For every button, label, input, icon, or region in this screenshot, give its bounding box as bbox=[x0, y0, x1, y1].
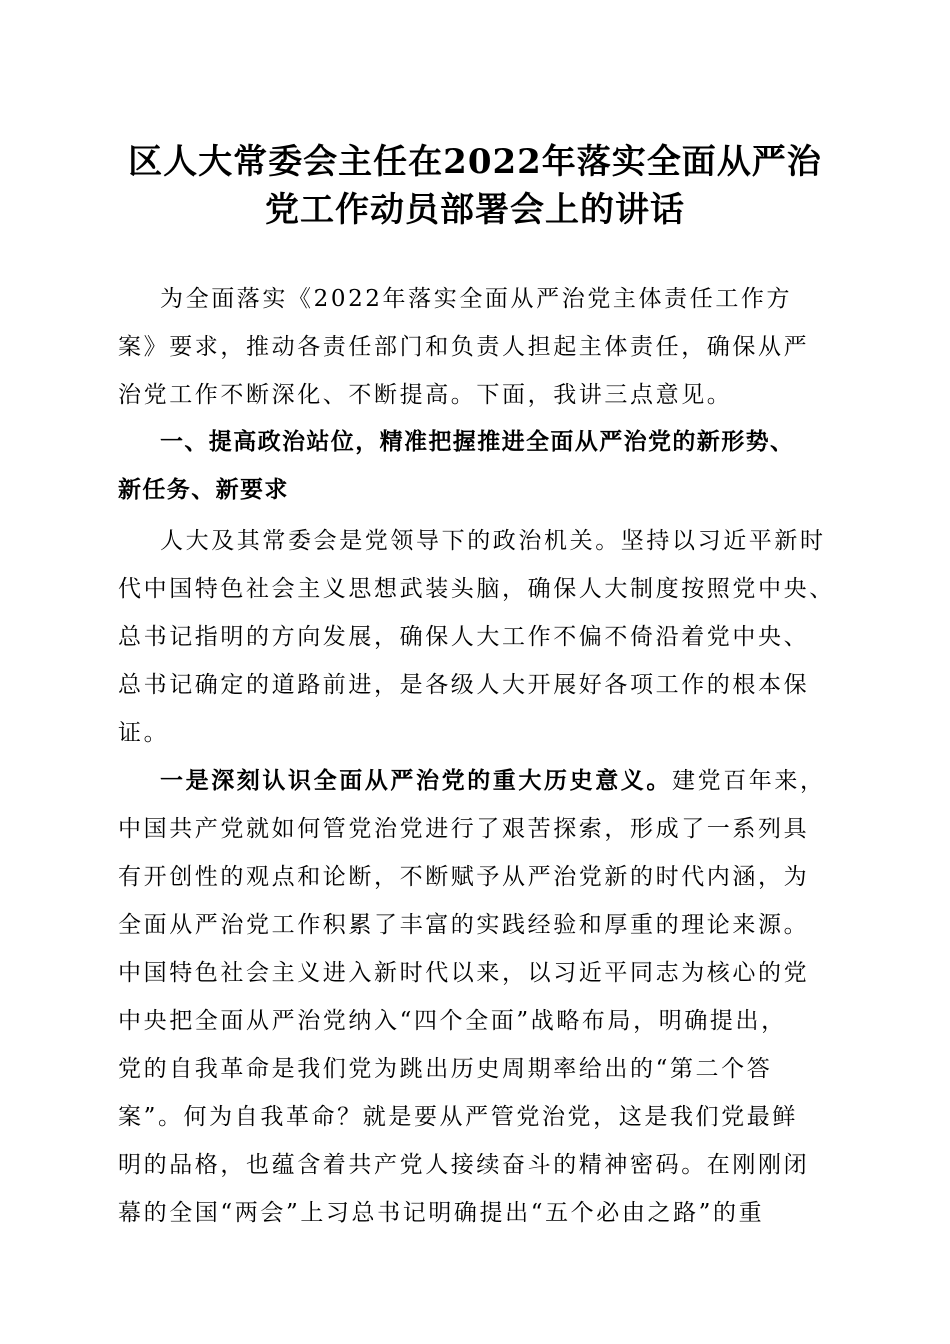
paragraph-1-line-1: 人大及其常委会是党领导下的政治机关。坚持以习近平新时 bbox=[160, 528, 826, 554]
paragraph-2-line-8: 案”。何为自我革命？就是要从严管党治党，这是我们党最鲜 bbox=[118, 1104, 798, 1130]
paragraph-2-lead-rest: 建党百年来， bbox=[672, 768, 826, 794]
intro-line-1: 为全面落实《2022年落实全面从严治党主体责任工作方 bbox=[160, 286, 793, 312]
section-heading-line-1: 一、提高政治站位，精准把握推进全面从严治党的新形势、 bbox=[160, 429, 795, 455]
paragraph-2-line-2: 中国共产党就如何管党治党进行了艰苦探索，形成了一系列具 bbox=[118, 816, 810, 842]
paragraph-2-line-1 bbox=[160, 757, 840, 805]
document-title-line-1: 区人大常委会主任在2022年落实全面从严治 bbox=[128, 142, 822, 182]
paragraph-2-line-3: 有开创性的观点和论断，不断赋予从严治党新的时代内涵，为 bbox=[118, 864, 810, 890]
paragraph-1-line-4: 总书记确定的道路前进，是各级人大开展好各项工作的根本保 bbox=[118, 672, 810, 698]
paragraph-2-line-5: 中国特色社会主义进入新时代以来，以习近平同志为核心的党 bbox=[118, 960, 810, 986]
paragraph-1-line-2: 代中国特色社会主义思想武装头脑，确保人大制度按照党中央、 bbox=[118, 576, 835, 602]
document-title-line-2: 党工作动员部署会上的讲话 bbox=[265, 190, 685, 230]
paragraph-2-line-10: 幕的全国“两会”上习总书记明确提出“五个必由之路”的重 bbox=[118, 1200, 765, 1226]
paragraph-2-bold-lead: 一是深刻认识全面从严治党的重大历史意义。 bbox=[160, 767, 672, 794]
paragraph-1-line-3: 总书记指明的方向发展，确保人大工作不偏不倚沿着党中央、 bbox=[118, 624, 810, 650]
paragraph-2-line-9: 明的品格，也蕴含着共产党人接续奋斗的精神密码。在刚刚闭 bbox=[118, 1152, 810, 1178]
paragraph-2-line-6: 中央把全面从严治党纳入“四个全面”战略布局，明确提出， bbox=[118, 1008, 787, 1034]
intro-line-3: 治党工作不断深化、不断提高。下面，我讲三点意见。 bbox=[118, 382, 733, 408]
paragraph-2-line-7: 党的自我革命是我们党为跳出历史周期率给出的“第二个答 bbox=[118, 1056, 773, 1082]
intro-line-2: 案》要求，推动各责任部门和负责人担起主体责任，确保从严 bbox=[118, 334, 810, 360]
section-heading-line-2: 新任务、新要求 bbox=[118, 477, 289, 503]
paragraph-2-line-4: 全面从严治党工作积累了丰富的实践经验和厚重的理论来源。 bbox=[118, 912, 810, 938]
paragraph-1-line-5: 证。 bbox=[118, 720, 170, 746]
